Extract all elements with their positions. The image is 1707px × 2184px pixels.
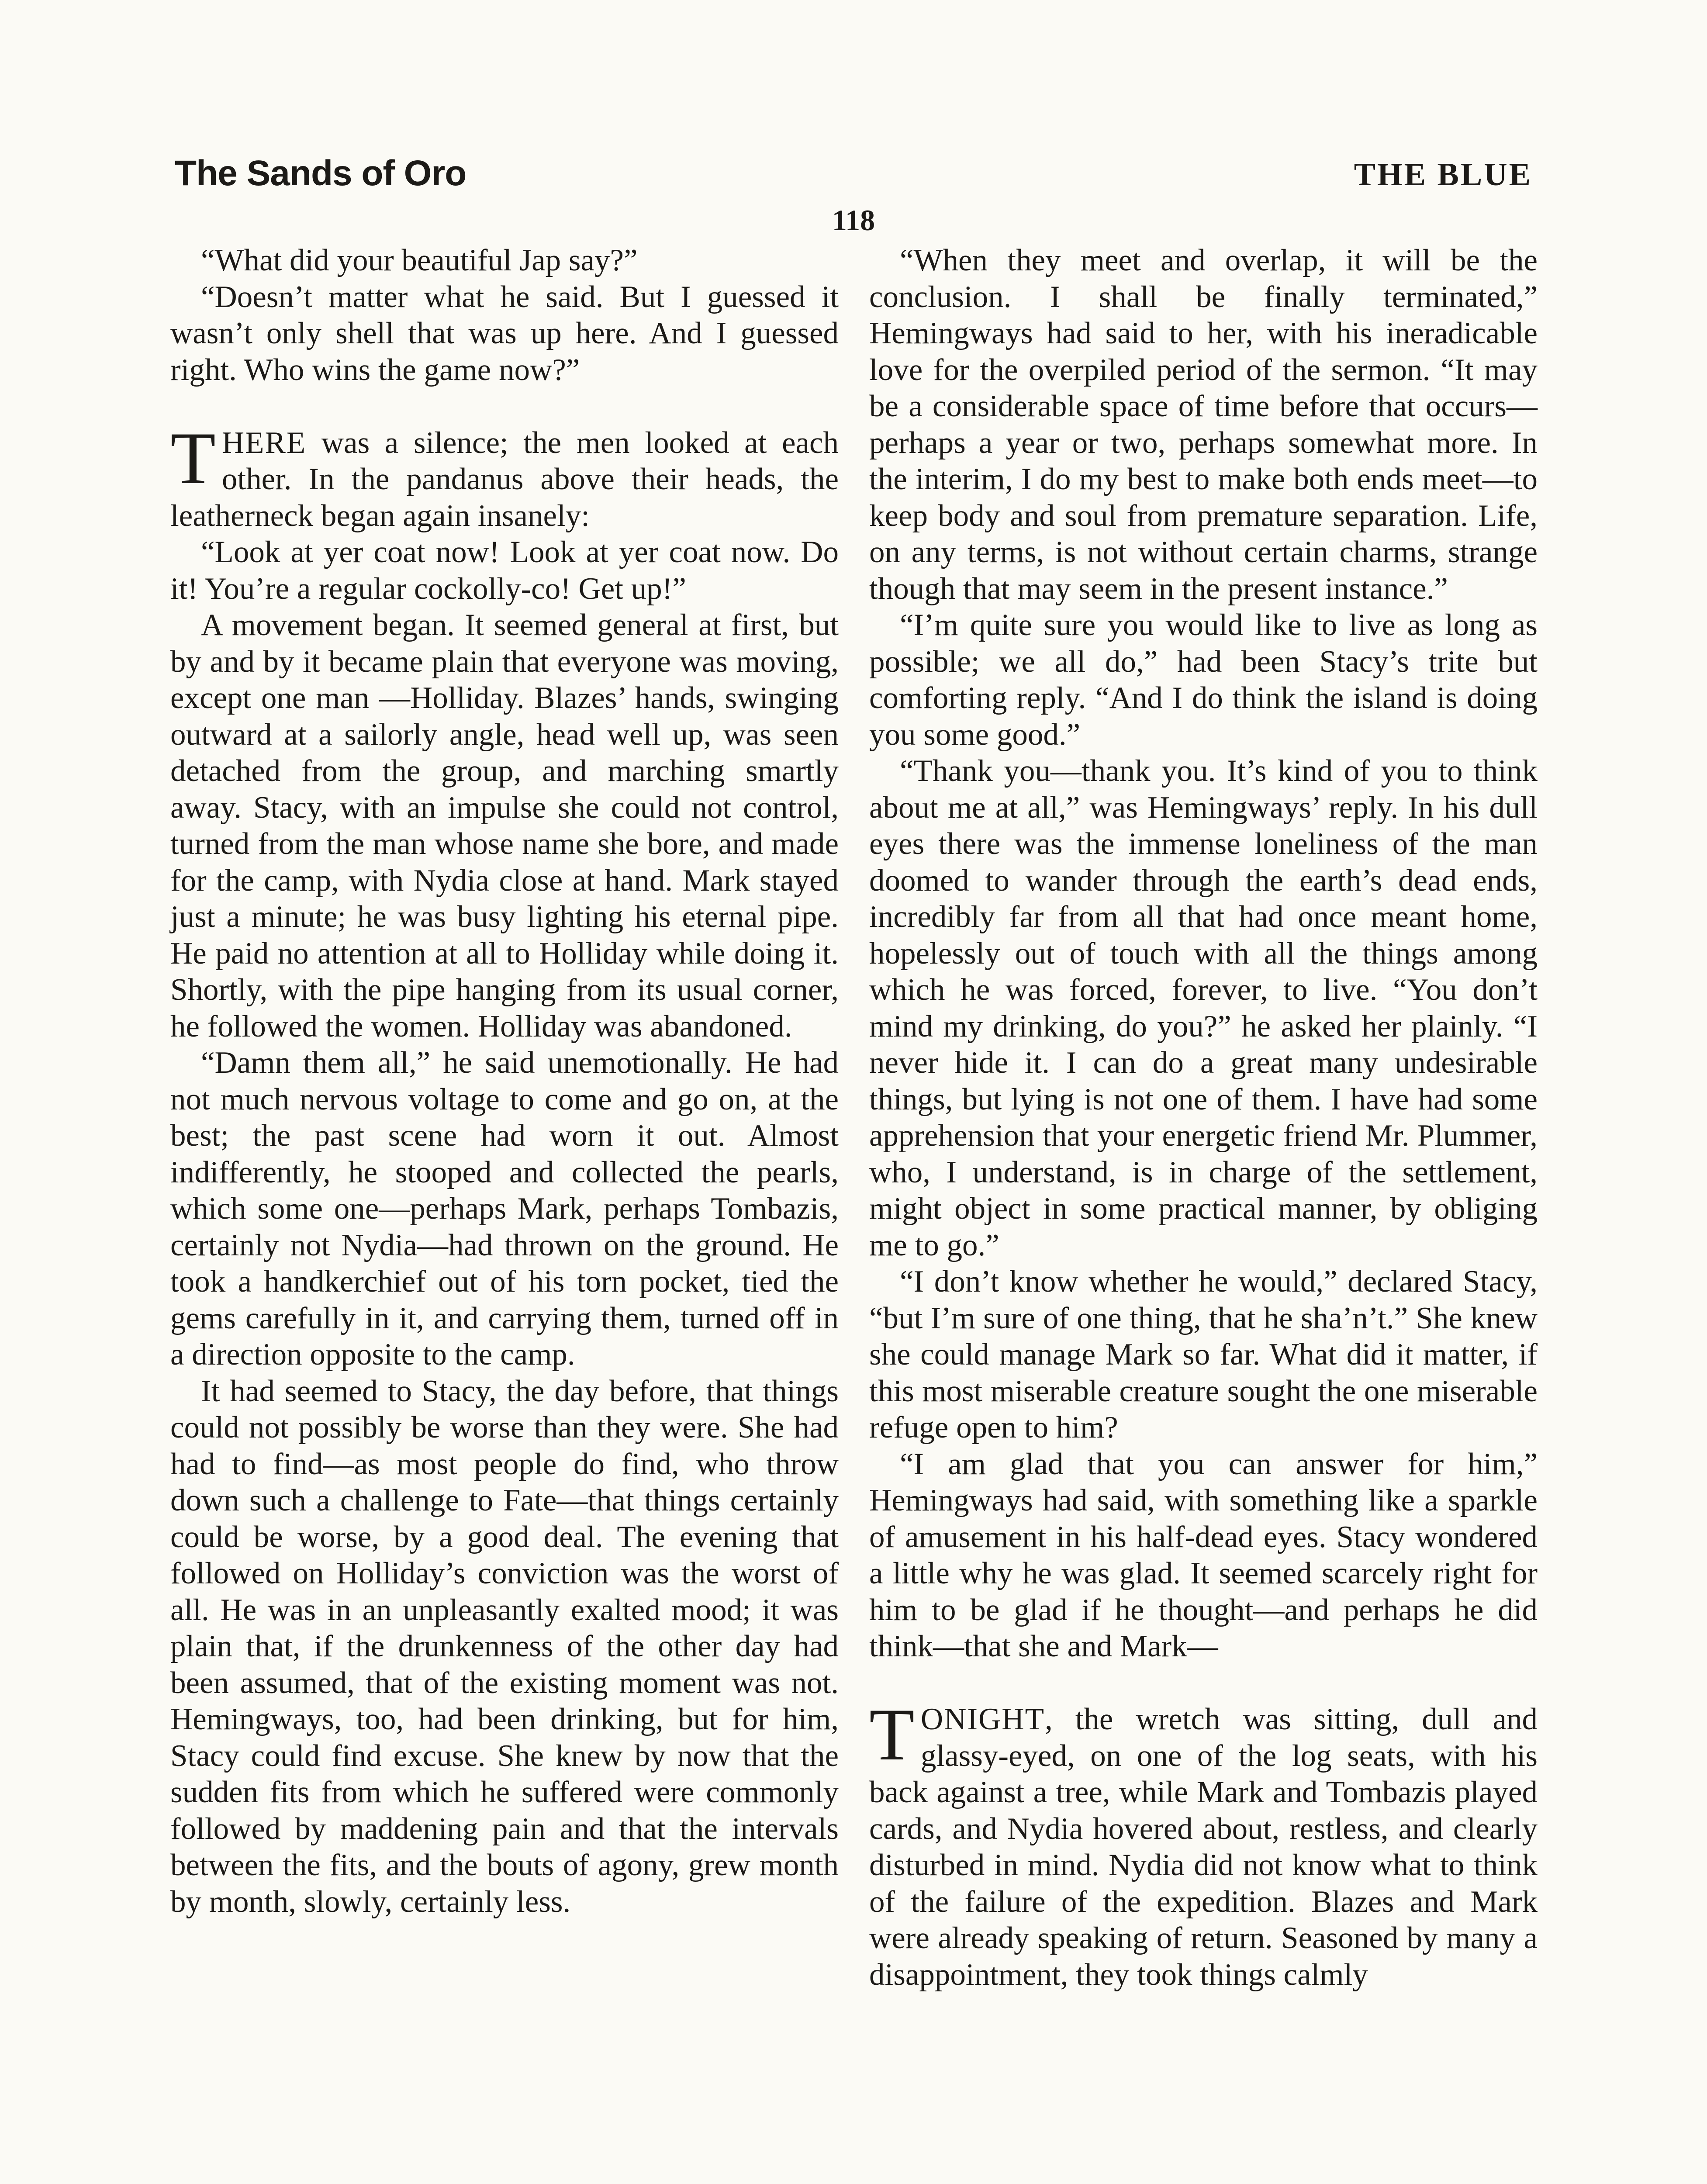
left-column (170, 242, 839, 1920)
paragraph: “I’m quite sure you would like to live as long as possible; we all do,” had been Stacy’s trite but comforting reply. “And I do think the island is doing you some good.” (869, 608, 1538, 752)
small-caps-lead: ONIGHT (920, 1702, 1045, 1736)
right-column (869, 242, 1538, 1993)
magazine-title: THE BLUE (1354, 157, 1532, 193)
paragraph: “When they meet and overlap, it will be the conclusion. I shall be finally terminated,” Hemingways had said to her, with his ineradicable love for the overpiled period of the sermon. “It may be a considerable space of time before that occurs—perhaps a year or two, perhaps somewhat more. In the interim, I do my best to make both ends meet—to keep body and soul from premature separation. Life, on any terms, is not without certain charms, strange though that may seem in the present instance.” (869, 243, 1538, 606)
paragraph: It had seemed to Stacy, the day before, that things could not possibly be worse than they were. She had had to find—as most people do find, who throw down such a challenge to Fate—that things certainly could be worse, by a good deal. The evening that followed on Holliday’s conviction was the worst of all. He was in an unpleasantly exalted mood; it was plain that, if the drunkenness of the other day had been assumed, that of the existing moment was not. Hemingways, too, had been drinking, but for him, Stacy could find excuse. She knew by now that the sudden fits from which he suffered were commonly followed by maddening pain and that the intervals between the fits, and the bouts of agony, grew month by month, slowly, certainly less. (170, 1374, 839, 1919)
running-head (175, 153, 1532, 201)
paragraph-text: , the wretch was sitting, dull and glassy-eyed, on one of the log seats, with his back against a tree, while Mark and Tombazis played cards, and Nydia hovered about, restless, and clearly disturbed in mind. Nydia did not know what to think of the failure of the expedition. Blazes and Mark were already speaking of return. Seasoned by many a disappointment, they took things calmly (869, 1702, 1538, 1992)
drop-cap: T (869, 1693, 915, 1776)
story-title: The Sands of Oro (175, 153, 466, 193)
section-opening-paragraph (170, 417, 839, 535)
paragraph: “What did your beautiful Jap say?” (201, 243, 638, 277)
paragraph: “Look at yer coat now! Look at yer coat now. Do it! You’re a regular cockolly-co! Get up!” (170, 535, 839, 606)
paragraph: “Damn them all,” he said unemotionally. He had not much nervous voltage to come and go on, at the best; the past scene had worn it out. Almost indifferently, he stooped and collected the pearls, which some one—perhaps Mark, perhaps Tombazis, certainly not Nydia—had thrown on the ground. He took a handkerchief out of his torn pocket, tied the gems carefully in it, and carrying them, turned off in a direction opposite to the camp. (170, 1046, 839, 1372)
paragraph-text: was a silence; the men looked at each other. In the pandanus above their heads, the leatherneck began again insanely: (170, 425, 839, 533)
paragraph: “I don’t know whether he would,” declared Stacy, “but I’m sure of one thing, that he sha’n’t.” She knew she could manage Mark so far. What did it matter, if this most miserable creature sought the one miserable refuge open to him? (869, 1265, 1538, 1444)
paragraph: “I am glad that you can answer for him,” Hemingways had said, with something like a sparkle of amusement in his half-dead eyes. Stacy wondered a little why he was glad. It seemed scarcely right for him to be glad if he thought—and perhaps he did think—that she and Mark— (869, 1447, 1538, 1663)
drop-cap: T (170, 417, 216, 499)
paragraph: A movement began. It seemed general at first, but by and by it became plain that everyone was moving, except one man —Holliday. Blazes’ hands, swinging outward at a sailorly angle, head well up, was seen detached from the group, and marching smartly away. Stacy, with an impulse she could not control, turned from the man whose name she bore, and made for the camp, with Nydia close at hand. Mark stayed just a minute; he was busy lighting his eternal pipe. He paid no attention at all to Holliday while doing it. Shortly, with the pipe hanging from its usual corner, he followed the women. Holliday was abandoned. (170, 608, 839, 1044)
paragraph: “Doesn’t matter what he said. But I guessed it wasn’t only shell that was up here. And I guessed right. Who wins the game now?” (170, 280, 839, 387)
paragraph: “Thank you—thank you. It’s kind of you to think about me at all,” was Hemingways’ reply. In his dull eyes there was the immense loneliness of the man doomed to wander through the earth’s dead ends, incredibly far from all that had once meant home, hopelessly out of touch with all the things among which he was forced, forever, to live. “You don’t mind my drinking, do you?” he asked her plainly. “I never hide it. I can do a great many undesirable things, but lying is not one of them. I have had some apprehension that your energetic friend Mr. Plummer, who, I understand, is in charge of the settlement, might object in some practical manner, by obliging me to go.” (869, 754, 1538, 1262)
page-number: 118 (832, 204, 875, 237)
small-caps-lead: HERE (221, 425, 307, 460)
section-opening-paragraph (869, 1693, 1538, 1993)
